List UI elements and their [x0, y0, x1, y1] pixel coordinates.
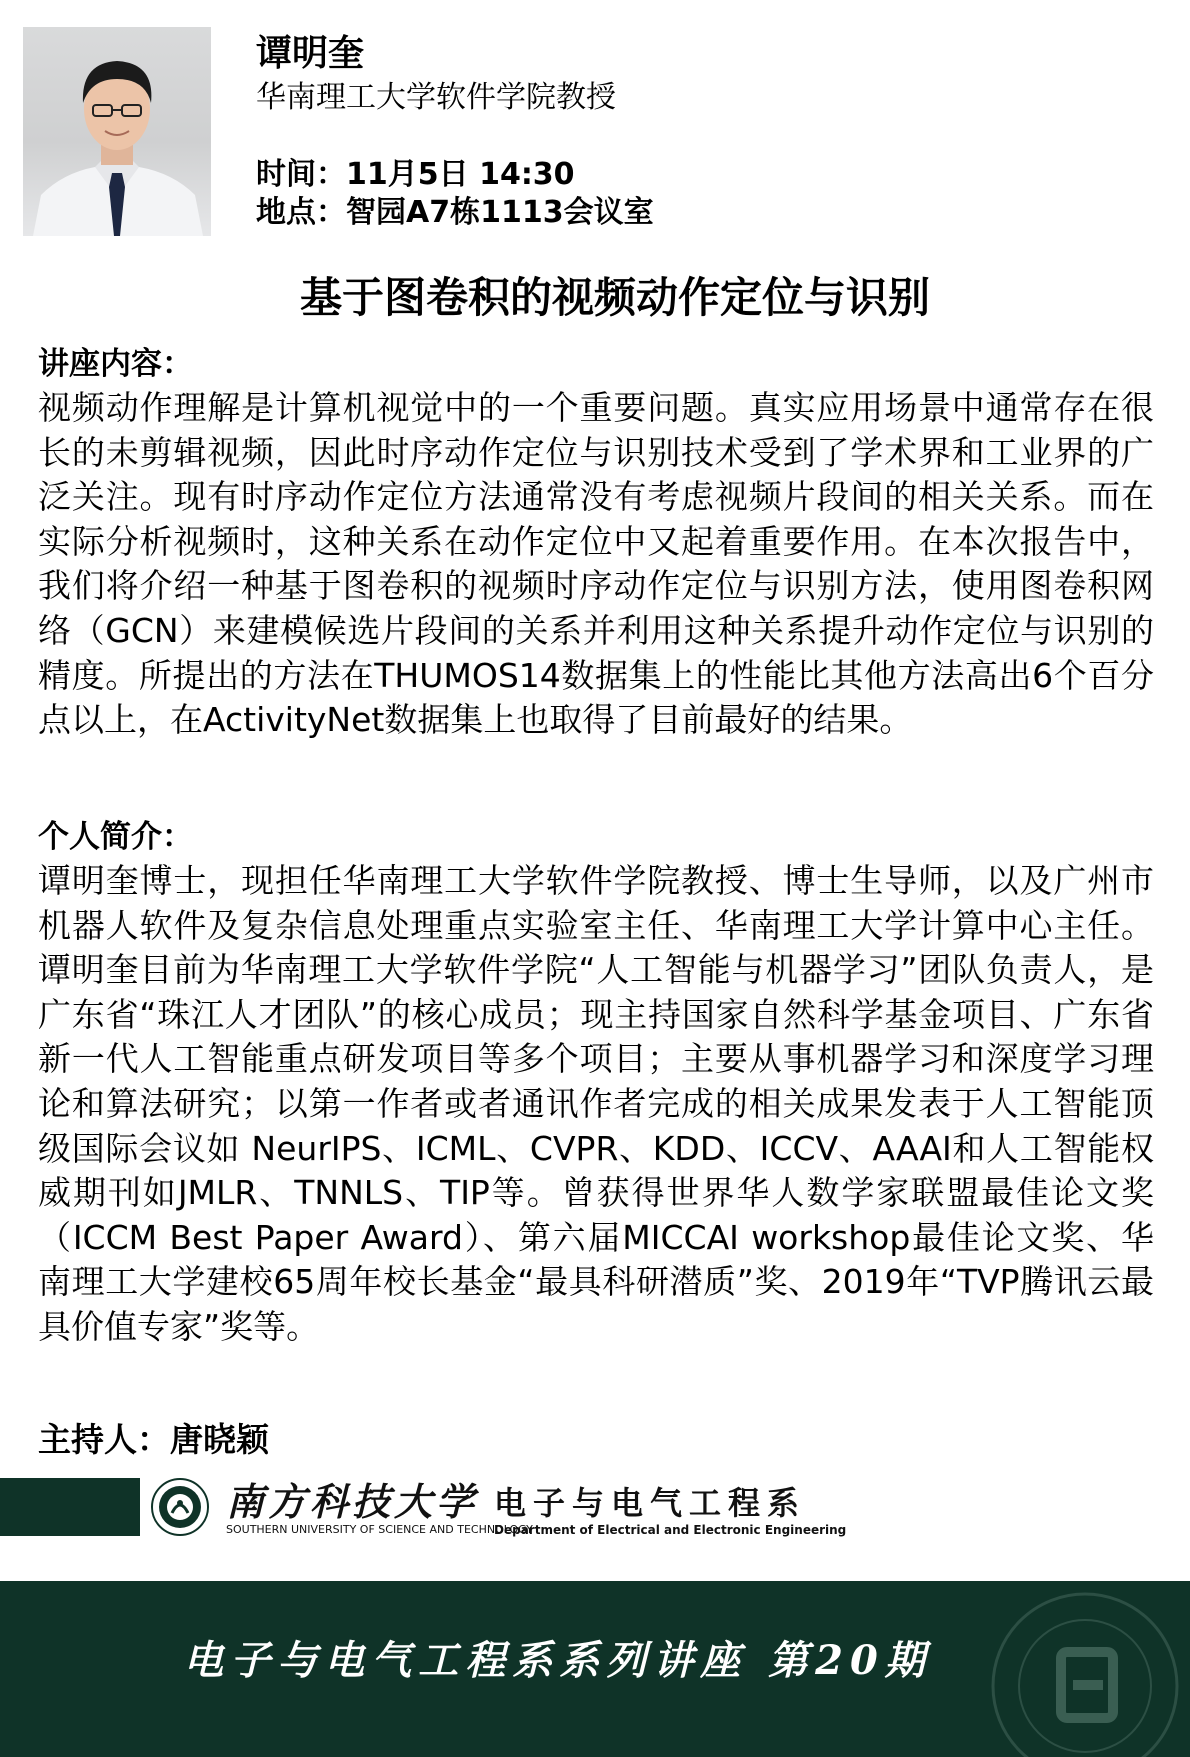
footer	[0, 1581, 1190, 1757]
university-seal-icon	[150, 1477, 210, 1541]
department-name-cn: 电子与电气工程系	[494, 1484, 807, 1522]
abstract-text: 视频动作理解是计算机视觉中的一个重要问题。真实应用场景中通常存在很长的未剪辑视频，因此时序动作定位与识别技术受到了学术界和工业界的广泛关注。现有时序动作定位方法通常没有考虑视频片段间的相关关系。而在实际分析视频时，这种关系在动作定位中又起着重要作用。在本次报告中，我们将介绍一种基于图卷积的视频时序动作定位与识别方法，使用图卷积网络（GCN）来建模候选片段间的关系并利用这种关系提升动作定位与识别的精度。所提出的方法在THUMOS14数据集上的性能比其他方法高出6个百分点以上，在ActivityNet数据集上也取得了目前最好的结果。	[38, 388, 1154, 740]
abstract-label: 讲座内容：	[38, 346, 193, 382]
speaker-photo	[23, 27, 211, 236]
event-time: 时间：11月5日 14:30	[256, 157, 575, 192]
speaker-name: 谭明奎	[256, 33, 365, 74]
university-name-en: SOUTHERN UNIVERSITY OF SCIENCE AND TECHNOLOGY	[226, 1523, 533, 1536]
speaker-affiliation: 华南理工大学软件学院教授	[256, 80, 616, 115]
bio-label: 个人简介：	[38, 819, 193, 855]
bio-text: 谭明奎博士，现担任华南理工大学软件学院教授、博士生导师，以及广州市机器人软件及复杂信息处理重点实验室主任、华南理工大学计算中心主任。谭明奎目前为华南理工大学软件学院“人工智能与机器学习”团队负责人，是广东省“珠江人才团队”的核心成员；现主持国家自然科学基金项目、广东省新一代人工智能重点研发项目等多个项目；主要从事机器学习和深度学习理论和算法研究；以第一作者或者通讯作者完成的相关成果发表于人工智能顶级国际会议如 NeurIPS、ICML、CVPR、KDD、ICCV、AAAI和人工智能权威期刊如JMLR、TNNLS、TIP等。曾获得世界华人数学家联盟最佳论文奖（ICCM Best Paper Award）、第六届MICCAI workshop最佳论文奖、华南理工大学建校65周年校长基金“最具科研潜质”奖、2019年“TVP腾讯云最具价值专家”奖等。	[38, 861, 1154, 1346]
department-name-en: Department of Electrical and Electronic Engineering	[494, 1523, 847, 1537]
university-name-cn: 南方科技大学	[226, 1479, 479, 1524]
series-title: 电子与电气工程系系列讲座 第20期	[183, 1637, 932, 1684]
logo-band-accent	[0, 1478, 140, 1536]
logo-band	[0, 1478, 1190, 1536]
talk-title: 基于图卷积的视频动作定位与识别	[299, 273, 930, 322]
host: 主持人：唐晓颖	[38, 1420, 269, 1459]
event-place: 地点：智园A7栋1113会议室	[256, 195, 654, 230]
